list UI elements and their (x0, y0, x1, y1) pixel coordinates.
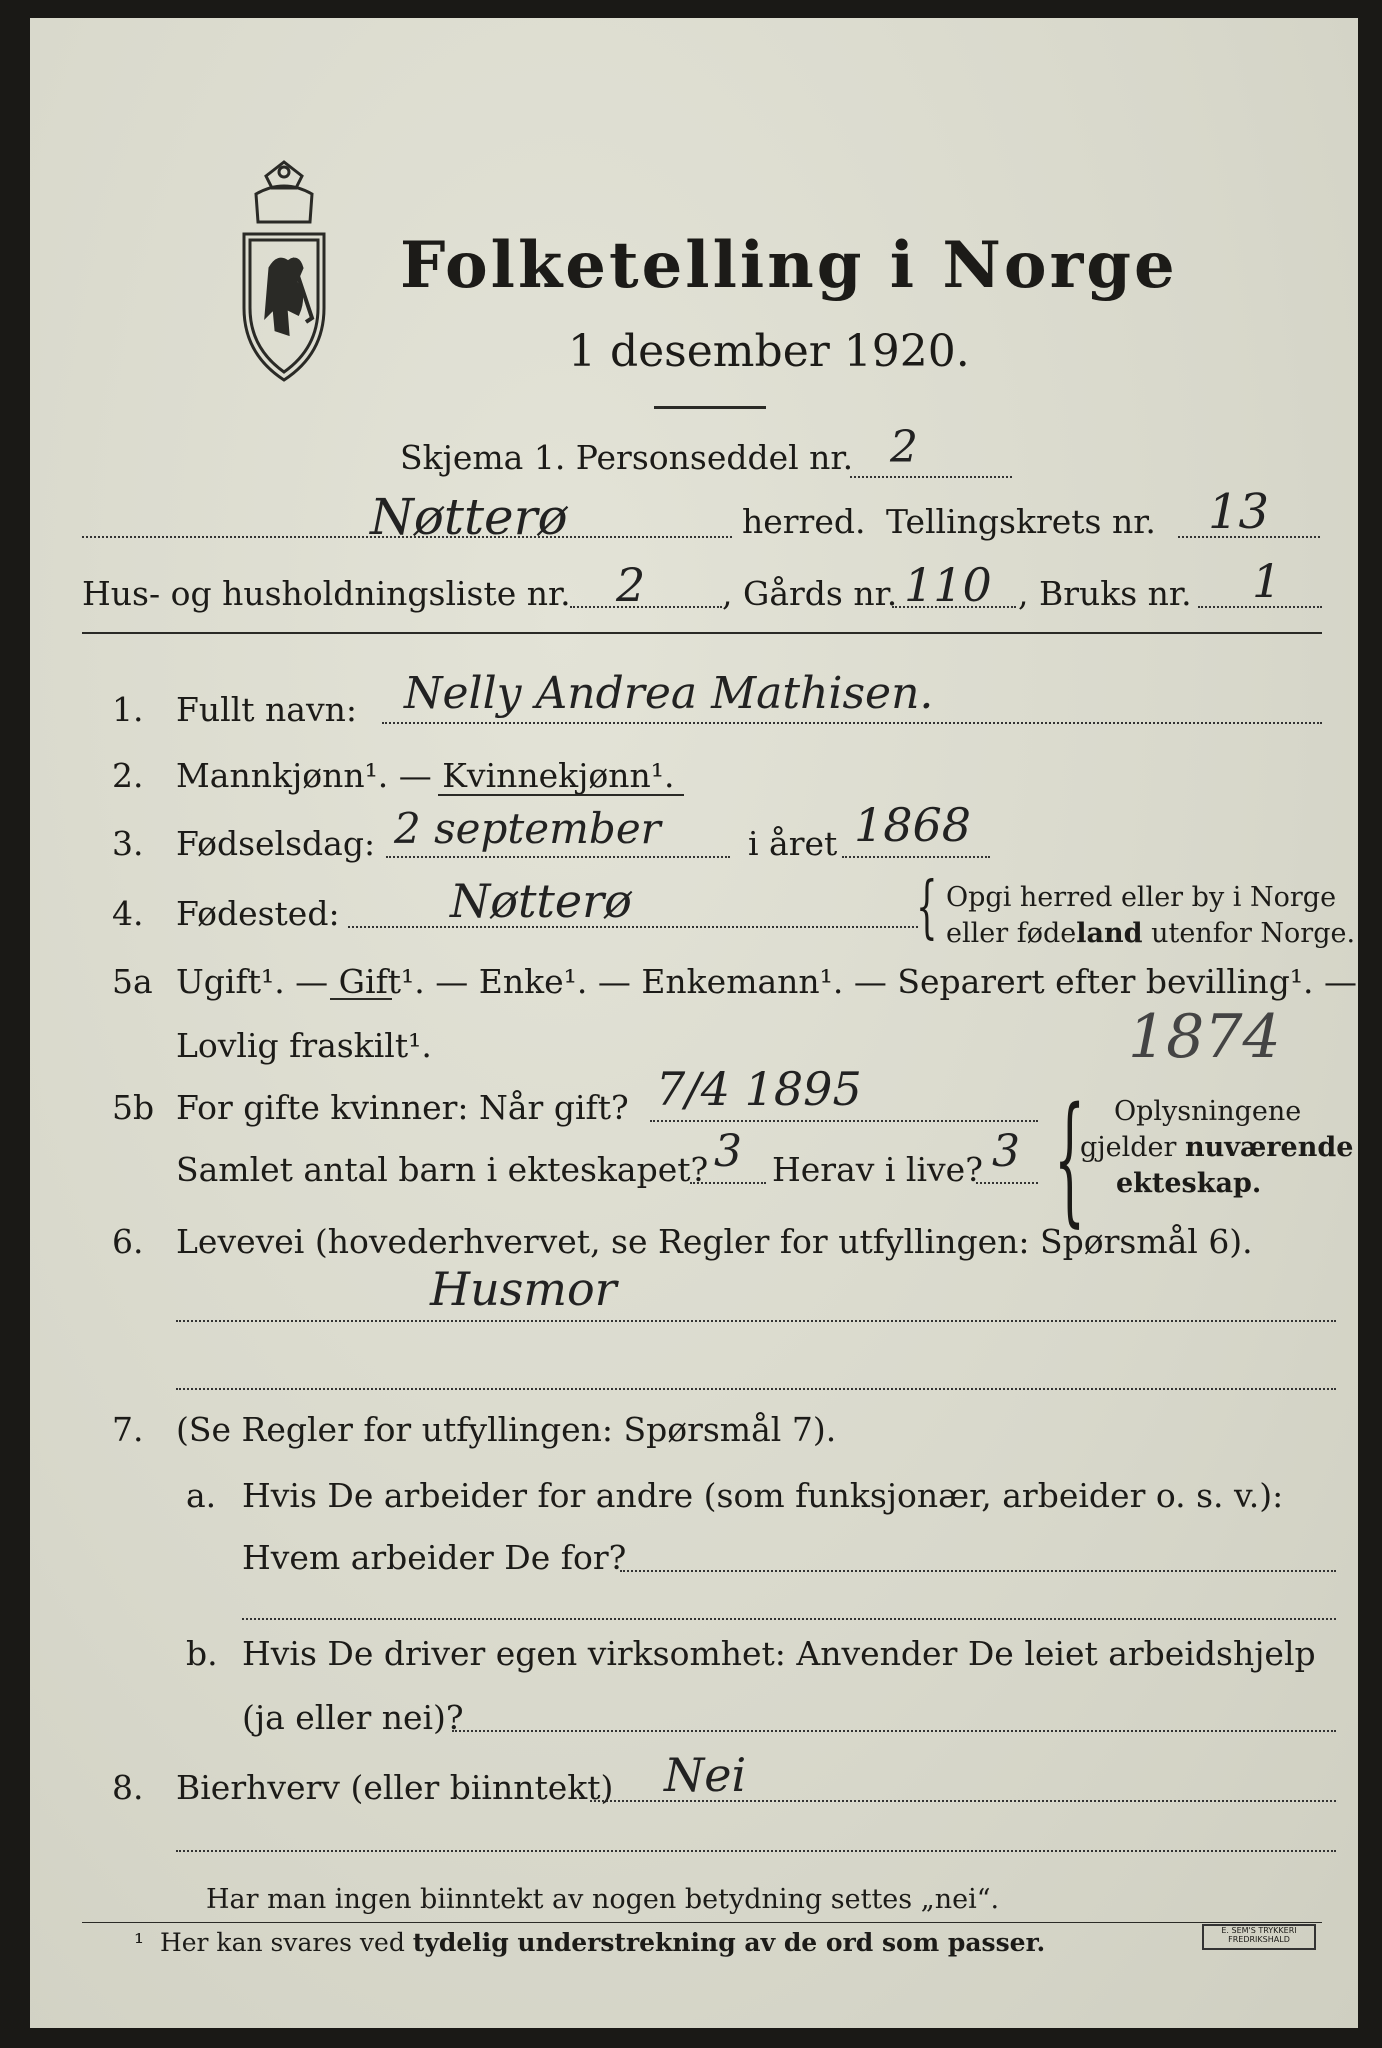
married-date-value[interactable]: 7/4 1895 (656, 1062, 862, 1116)
q5b-alive-label: Herav i live? (772, 1150, 983, 1189)
q6-line1 (176, 1320, 1336, 1322)
q1-label: Fullt navn: (176, 690, 357, 729)
q5b-children-line (690, 1182, 766, 1184)
q7a-line2 (242, 1618, 1336, 1620)
tellingskrets-value[interactable]: 13 (1208, 484, 1270, 540)
q2-number: 2. (112, 756, 144, 795)
children-alive-value[interactable]: 3 (992, 1126, 1020, 1177)
census-date: 1 desember 1920. (568, 326, 970, 377)
footer-divider (82, 1922, 1322, 1923)
personseddel-value[interactable]: 2 (890, 422, 918, 473)
q4-label: Fødested: (176, 894, 340, 933)
q4-note-line2: eller fødeland utenfor Norge. (946, 918, 1356, 949)
q7a-label-line2: Hvem arbeider De for? (242, 1538, 627, 1577)
margin-year-value: 1874 (1128, 1002, 1281, 1072)
full-name-value[interactable]: Nelly Andrea Mathisen. (404, 668, 934, 719)
q7b-label: Hvis De driver egen virksomhet: Anvender De leiet arbeidshjelp (242, 1634, 1316, 1673)
herred-label: herred. (742, 502, 866, 541)
q5a-label: Ugift¹. — Gift¹. — Enke¹. — Enkemann¹. — Separert efter bevilling¹. — (176, 962, 1358, 1001)
gards-label: , Gårds nr. (722, 574, 898, 613)
schema-label: Skjema 1. Personseddel nr. (400, 438, 854, 477)
q5b-alive-line (976, 1182, 1038, 1184)
q6-number: 6. (112, 1222, 144, 1261)
q5b-label: For gifte kvinner: Når gift? (176, 1088, 629, 1127)
q5b-brace: { (1054, 1078, 1086, 1241)
q1-number: 1. (112, 690, 144, 729)
birthday-value[interactable]: 2 september (394, 804, 661, 853)
q3-label: Fødselsdag: (176, 824, 376, 863)
q5b-note-line3: ekteskap. (1116, 1168, 1262, 1199)
gards-value[interactable]: 110 (904, 558, 992, 612)
kvinnekjonn-underline (438, 794, 684, 796)
bruks-label: , Bruks nr. (1018, 574, 1192, 613)
q7a-number: a. (186, 1476, 217, 1515)
q7-label: (Se Regler for utfyllingen: Spørsmål 7). (176, 1410, 837, 1449)
header-divider (82, 632, 1322, 634)
footnote: ¹ Her kan svares ved tydelig understrekning av de ord som passer. (134, 1928, 1046, 1957)
bruks-value[interactable]: 1 (1252, 554, 1282, 608)
q7-number: 7. (112, 1410, 144, 1449)
q1-line (382, 722, 1322, 724)
q7b-line (452, 1730, 1336, 1732)
q7a-label: Hvis De arbeider for andre (som funksjonær, arbeider o. s. v.): (242, 1476, 1284, 1515)
birthplace-value[interactable]: Nøtterø (450, 874, 632, 928)
q4-line (348, 926, 918, 928)
husholdningsliste-label: Hus- og husholdningsliste nr. (82, 574, 571, 613)
herred-value[interactable]: Nøtterø (370, 488, 568, 546)
q5b-note-line2: gjelder nuværende (1080, 1132, 1354, 1163)
children-count-value[interactable]: 3 (714, 1126, 742, 1177)
occupation-value[interactable]: Husmor (430, 1262, 617, 1316)
q6-line2 (176, 1388, 1336, 1390)
norway-coat-of-arms-icon (226, 158, 342, 386)
q7a-line1 (620, 1570, 1336, 1572)
q3-year-line (842, 856, 990, 858)
title-divider (654, 406, 766, 409)
q8-number: 8. (112, 1768, 144, 1807)
tellingskrets-label: Tellingskrets nr. (886, 502, 1156, 541)
q5b-note-line1: Oplysningene (1114, 1096, 1302, 1127)
q3-year-label: i året (748, 824, 838, 863)
q3-number: 3. (112, 824, 144, 863)
q6-label: Levevei (hovederhvervet, se Regler for utfyllingen: Spørsmål 6). (176, 1222, 1253, 1261)
q8-line2 (176, 1850, 1336, 1852)
q4-number: 4. (112, 894, 144, 933)
q5a-label-line2: Lovlig fraskilt¹. (176, 1026, 432, 1065)
personseddel-line (850, 476, 1012, 478)
q4-brace: { (916, 868, 938, 947)
q8-label: Bierhverv (eller biinntekt) (176, 1768, 614, 1807)
husholdningsliste-value[interactable]: 2 (616, 558, 646, 612)
q4-note-line1: Opgi herred eller by i Norge (946, 882, 1337, 913)
q5b-number: 5b (112, 1088, 155, 1127)
birth-year-value[interactable]: 1868 (854, 798, 972, 852)
q5a-number: 5a (112, 962, 153, 1001)
footer-note: Har man ingen biinntekt av nogen betydning settes „nei“. (206, 1884, 1000, 1915)
q5b-married-line (650, 1120, 1038, 1122)
printer-stamp: E. SEM'S TRYKKERI FREDRIKSHALD (1202, 1924, 1316, 1950)
husholdningsliste-line (570, 606, 722, 608)
census-form (30, 18, 1358, 2028)
q5b-children-label: Samlet antal barn i ekteskapet? (176, 1150, 709, 1189)
q2-label: Mannkjønn¹. — Kvinnekjønn¹. (176, 756, 675, 795)
q3-day-line (386, 856, 730, 858)
q7b-label-line2: (ja eller nei)? (242, 1698, 464, 1737)
gift-underline (330, 998, 392, 1000)
q7b-number: b. (186, 1634, 218, 1673)
side-income-value[interactable]: Nei (664, 1748, 747, 1802)
form-title: Folketelling i Norge (400, 228, 1178, 303)
